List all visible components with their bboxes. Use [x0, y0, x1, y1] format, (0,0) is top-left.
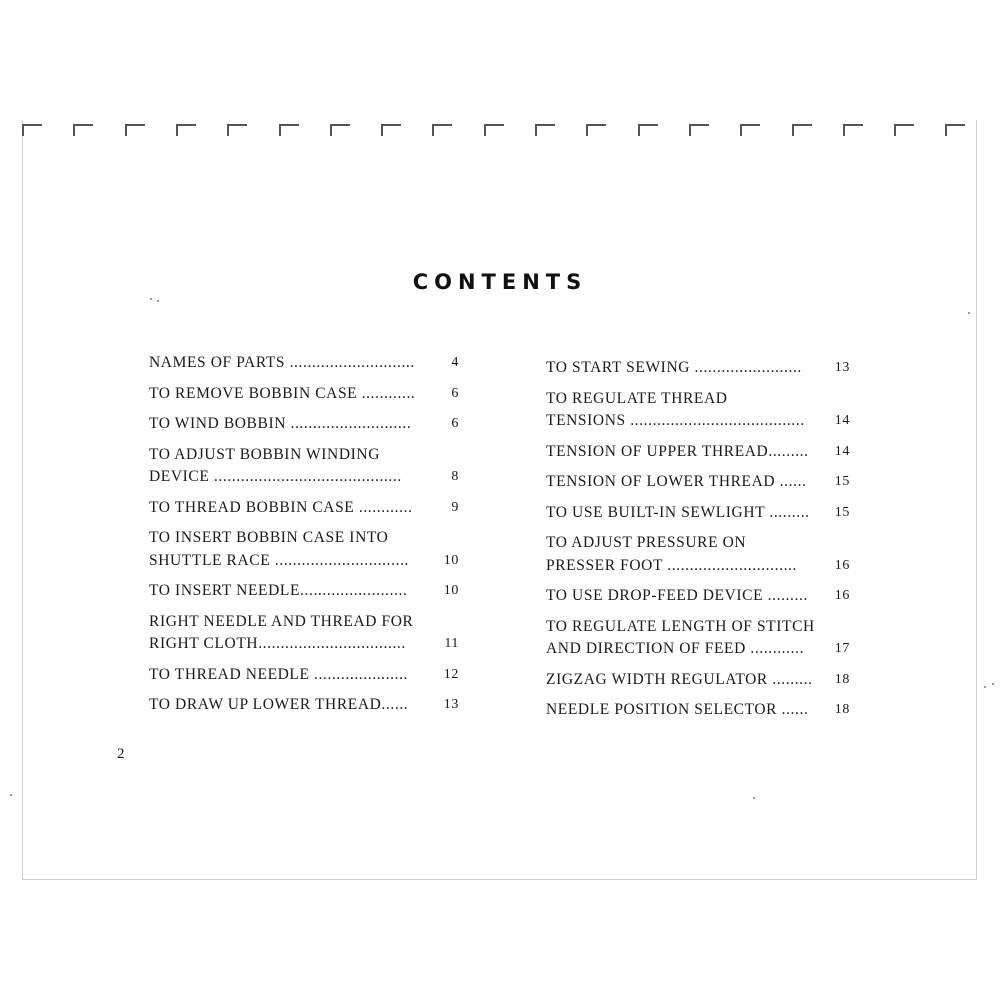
toc-entry-page: 13 — [834, 360, 850, 375]
toc-entry-page: 15 — [834, 504, 850, 520]
toc-entry — [149, 580, 459, 603]
toc-entry-title: TO START SEWING ........................ — [546, 359, 802, 376]
toc-entry-page: 16 — [834, 557, 850, 573]
toc-entry-page: 6 — [451, 385, 459, 401]
print-speck — [753, 797, 755, 799]
toc-entry-title: TO REMOVE BOBBIN CASE ............ — [149, 384, 416, 402]
binding-ring — [381, 122, 403, 136]
binding-ring — [945, 122, 967, 136]
toc-entry — [546, 441, 850, 464]
toc-entry-page: 14 — [834, 413, 850, 428]
toc-entry — [546, 669, 850, 692]
binding-ring — [484, 122, 506, 136]
toc-entry-page: 6 — [451, 416, 459, 431]
toc-entry — [546, 532, 850, 577]
page-title: CONTENTS — [412, 270, 588, 294]
print-speck — [968, 312, 970, 314]
binding-ring — [330, 122, 352, 136]
toc-entry-page: 10 — [443, 552, 459, 568]
toc-entry — [546, 585, 850, 608]
toc-entry — [149, 383, 459, 406]
toc-entry-page: 16 — [834, 588, 850, 603]
toc-entry-title: TO THREAD NEEDLE ..................... — [149, 665, 409, 683]
toc-entry — [546, 502, 850, 525]
toc-entry — [546, 471, 850, 494]
binding-ring — [792, 122, 814, 136]
toc-entry-title: TO USE DROP-FEED DEVICE ......... — [546, 587, 808, 604]
binding-ring — [22, 122, 44, 136]
toc-entry — [546, 616, 850, 661]
print-speck — [157, 300, 159, 302]
toc-entry-page: 12 — [443, 666, 459, 682]
binding-ring — [279, 122, 301, 136]
toc-entry-page: 8 — [451, 469, 459, 484]
toc-entry-title: NEEDLE POSITION SELECTOR ...... — [546, 701, 809, 718]
print-speck — [10, 794, 12, 796]
toc-entry-page: 18 — [834, 702, 850, 717]
toc-entry-title: NAMES OF PARTS ............................ — [149, 354, 415, 371]
contents-right-column — [546, 357, 850, 730]
toc-entry-title: RIGHT NEEDLE AND THREAD FOR RIGHT CLOTH................................. — [149, 612, 414, 652]
toc-entry-title: TO USE BUILT-IN SEWLIGHT ......... — [546, 503, 810, 521]
binding-ring — [740, 122, 762, 136]
binding-ring — [689, 122, 711, 136]
toc-entry — [149, 413, 459, 436]
toc-entry-title: TO ADJUST BOBBIN WINDING DEVICE .......................................... — [149, 445, 402, 485]
toc-entry-page: 15 — [834, 474, 850, 489]
toc-entry-title: TO WIND BOBBIN ........................... — [149, 415, 412, 432]
toc-entry-page: 9 — [451, 499, 459, 515]
toc-entry-title: TO INSERT NEEDLE........................ — [149, 582, 408, 599]
binding-ring — [535, 122, 557, 136]
toc-entry — [149, 694, 459, 717]
spiral-binding — [22, 122, 977, 138]
toc-entry — [546, 388, 850, 433]
toc-entry-page: 13 — [443, 697, 459, 712]
toc-entry — [149, 444, 459, 489]
toc-entry-title: TENSION OF LOWER THREAD ...... — [546, 473, 807, 490]
toc-entry — [149, 611, 459, 656]
toc-entry-title: ZIGZAG WIDTH REGULATOR ......... — [546, 670, 813, 688]
toc-entry — [149, 497, 459, 520]
binding-ring — [586, 122, 608, 136]
toc-entry-title: TO INSERT BOBBIN CASE INTO SHUTTLE RACE .............................. — [149, 529, 410, 569]
print-speck — [984, 686, 986, 688]
toc-entry — [149, 664, 459, 687]
toc-entry-page: 14 — [834, 443, 850, 459]
toc-entry-page: 17 — [834, 641, 850, 656]
toc-entry-title: TO THREAD BOBBIN CASE ............ — [149, 498, 413, 516]
toc-entry-title: TO ADJUST PRESSURE ON PRESSER FOOT ............................. — [546, 534, 797, 574]
contents-left-column — [149, 352, 459, 725]
toc-entry — [149, 527, 459, 572]
toc-entry-page: 18 — [834, 671, 850, 687]
toc-entry — [149, 352, 459, 375]
print-speck — [992, 683, 994, 685]
binding-ring — [638, 122, 660, 136]
binding-ring — [432, 122, 454, 136]
page-number: 2 — [117, 746, 125, 762]
toc-entry-page: 10 — [443, 583, 459, 598]
toc-entry — [546, 357, 850, 380]
binding-ring — [125, 122, 147, 136]
toc-entry-title: TO REGULATE LENGTH OF STITCH AND DIRECTION OF FEED ............ — [546, 617, 815, 657]
toc-entry-title: TENSION OF UPPER THREAD......... — [546, 442, 809, 460]
binding-ring — [894, 122, 916, 136]
toc-entry-page: 4 — [451, 355, 459, 370]
binding-ring — [73, 122, 95, 136]
toc-entry-title: TO DRAW UP LOWER THREAD...... — [149, 696, 409, 713]
print-speck — [150, 298, 152, 300]
toc-entry-title: TO REGULATE THREAD TENSIONS ....................................... — [546, 389, 805, 429]
binding-ring — [227, 122, 249, 136]
binding-ring — [843, 122, 865, 136]
toc-entry — [546, 699, 850, 722]
binding-ring — [176, 122, 198, 136]
toc-entry-page: 11 — [444, 636, 459, 651]
